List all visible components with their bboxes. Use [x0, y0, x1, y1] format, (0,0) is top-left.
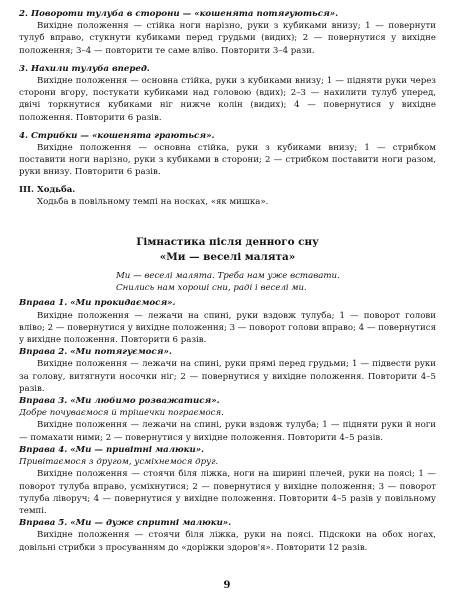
exercise-text-2: Вихідне положення — стійка ноги нарізно, руки з кубиками внизу; 1 — повернути тулуб вправо, стукнути кубиками перед грудьми (видих); 2 — повернутися у вихідне положення; 3–4 — повторити те саме вліво. Повторити 3–4 рази.: [19, 21, 436, 56]
exercise-2: [19, 346, 436, 358]
exercise-text-4: Вихідне положення — основна стійка, руки з кубиками внизу; 1 — стрибком поставити ноги нарізно, руки з кубиками в сторони; 2 — стрибком поставити ноги разом, руки внизу. Повторити 6 разів.: [19, 143, 436, 178]
section-text-walking: Ходьба в повільному темпі на носках, «як мишка».: [37, 196, 269, 207]
exercise-5-text: Вихідне положення — стоячи біля ліжка, руки на поясі. Підскоки на обох ногах, довільні стрибки з просуванням до «доріжки здоров'я». Повторити 12 разів.: [19, 530, 436, 553]
section-heading-walking: III. Ходьба.: [19, 184, 76, 195]
exercise-4-rhyme: Привітаємося з другом, усміхнемося друг.: [19, 457, 219, 468]
exercise-2-text: Вихідне положення — лежачи на спині, руки прямі перед грудьми; 1 — підвести руки за голову, витягнути носочки ніг; 2 — повернутися у вихідне положення. Повторити 4–5 разів.: [19, 359, 436, 394]
verse-line-2: Снились нам хороші сни, раді і веселі ми.: [116, 283, 307, 294]
exercise-3-label: Вправа 3. «Ми любимо розважатися».: [19, 396, 220, 407]
page-number: 9: [223, 579, 231, 591]
exercise-3-text: Вихідне положення — лежачи на спині, руки вздовж тулуба; 1 — підняти руки й ноги — помахати ними; 2 — повернутися у вихідне положення. Повторити 4–5 разів.: [19, 420, 436, 443]
exercise-text-3: Вихідне положення — основна стійка, руки з кубиками внизу; 1 — підняти руки через сторони вгору, постукати кубиками над головою (вдих); 2–3 — нахилити тулуб уперед, двічі торкнутися кубиками ніг нижче колін (видих); 4 — повернутися у вихідне положення. Повторити 6 разів.: [19, 76, 436, 123]
section-title: Гімнастика після денного сну: [136, 236, 319, 249]
exercise-1-text: Вихідне положення — лежачи на спині, руки вздовж тулуба; 1 — поворот голови вліво; 2 — повернутися у вихідне положення; 3 — поворот голови вправо; 4 — повернутися у вихідне положення. Повторити 6 разів.: [19, 310, 436, 346]
exercise-1-label: Вправа 1. «Ми прокидаємося».: [19, 298, 176, 309]
exercise-5: [19, 517, 436, 529]
exercise-4-text: Вихідне положення — стоячи біля ліжка, ноги на ширині плечей, руки на поясі; 1 — поворот тулуба вправо, усміхнутися; 2 — повернутися у вихідне положення; 3 — поворот тулуба ліворуч; 4 — повернутися у вихідне положення. Повторити 4–5 разів у повільному темпі.: [19, 469, 436, 516]
exercise-5-label: Вправа 5. «Ми — дуже спритні малюки».: [19, 518, 232, 529]
exercise-4: [19, 444, 436, 456]
exercise-heading-4: 4. Стрибки — «кошенята граються».: [19, 130, 215, 141]
exercise-1: [19, 297, 436, 309]
exercise-4-label: Вправа 4. «Ми — привітні малюки».: [19, 444, 205, 455]
section-subtitle: «Ми — веселі малята»: [159, 251, 296, 264]
verse-line-1: Ми — веселі малята. Треба нам уже вставати.: [116, 271, 340, 282]
exercise-2-label: Вправа 2. «Ми потягуємося».: [19, 347, 172, 358]
exercise-heading-2: 2. Повороти тулуба в сторони — «кошенята потягуються».: [19, 9, 339, 19]
exercise-3: [19, 395, 436, 407]
exercise-heading-3: 3. Нахили тулуба вперед.: [19, 63, 150, 74]
exercise-3-rhyme: Добре почуваємося й трішечки пограємося.: [19, 408, 224, 419]
